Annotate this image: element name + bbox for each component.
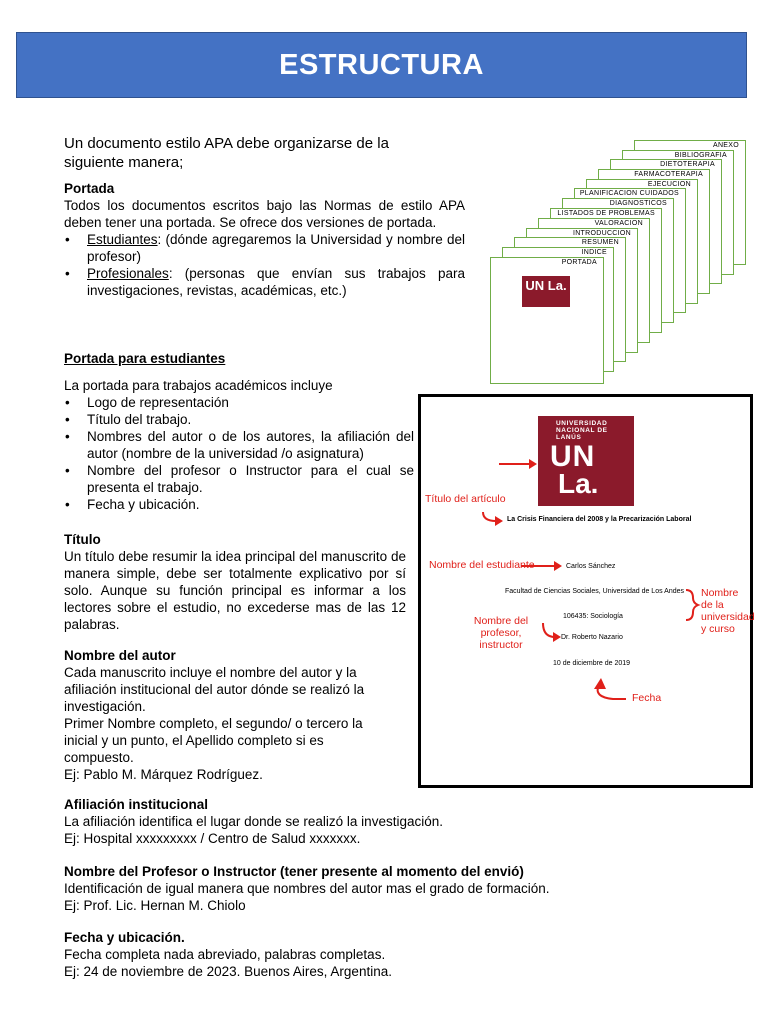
estudiantes-section: [64, 350, 414, 513]
estudiantes-lead: La portada para trabajos académicos incluye: [64, 378, 333, 393]
logo-un: UN: [550, 440, 596, 473]
sheet-label: DIETOTERAPIA: [660, 161, 715, 168]
university-logo-small: UN La.: [522, 276, 570, 307]
arrow-head: [495, 516, 503, 526]
titulo-section: [64, 531, 406, 633]
profesor-heading: Nombre del Profesor o Instructor (tener presente al momento del envió): [64, 864, 524, 879]
logo-caption: UNIVERSIDAD NACIONAL DE LANÚS: [556, 420, 608, 441]
intro-text: Un documento estilo APA debe organizarse de la siguiente manera;: [64, 135, 389, 171]
sheet-label: INDICE: [581, 249, 607, 256]
portada-list: [64, 231, 465, 299]
page-title-banner: [16, 32, 747, 98]
sheet-label: PORTADA: [561, 259, 597, 266]
list-item: • Fecha y ubicación.: [64, 496, 414, 513]
sheet-label: DIAGNOSTICOS: [609, 200, 667, 207]
annotation-estudiante: Nombre del estudiante: [429, 559, 535, 571]
portada-text: Todos los documentos escritos bajo las Normas de estilo APA deben tener una portada. Se ofrece dos versiones de portada.: [64, 198, 465, 230]
profesor-line: Identificación de igual manera que nombres del autor mas el grado de formación.: [64, 881, 550, 896]
estudiantes-list: [64, 394, 414, 513]
cover-student: Carlos Sánchez: [566, 563, 616, 570]
sheet-label: LISTADOS DE PROBLEMAS: [557, 210, 655, 217]
annotation-titulo: Título del artículo: [425, 493, 506, 505]
fecha-line: Fecha completa nada abreviado, palabras completas.: [64, 947, 386, 962]
titulo-heading: Título: [64, 532, 101, 547]
titulo-text: Un título debe resumir la idea principal del manuscrito de manera simple, debe ser totalmente explicativo por sí solo. Aunque su función principal es informar a los lectores sobre el estudio, no excederse mas de las 12 palabras.: [64, 549, 406, 632]
arrow-head: [554, 561, 562, 571]
portada-desc: : (personas que envían sus trabajos para investigaciones, revistas, académicas, etc.): [87, 266, 465, 298]
sheet-label: EJECUCION: [647, 181, 691, 188]
sheet-label: ANEXO: [712, 142, 739, 149]
logo-la: La.: [558, 468, 599, 499]
sheet-label: FARMACOTERAPIA: [634, 171, 703, 178]
annotation-universidad: Nombre de la universidad y curso: [701, 587, 755, 635]
autor-line: Ej: Pablo M. Márquez Rodríguez.: [64, 767, 263, 782]
arrow-titulo: [483, 512, 496, 521]
autor-line: Cada manuscrito incluye el nombre del autor y la afiliación institucional del autor dónde se realizó la investigación.: [64, 665, 365, 714]
portada-heading: Portada: [64, 181, 115, 196]
cover-faculty: Facultad de Ciencias Sociales, Universidad de Los Andes: [505, 588, 684, 595]
list-item: • Nombre del profesor o Instructor para el cual se presenta el trabajo.: [64, 462, 414, 496]
list-item: [64, 265, 465, 299]
afiliacion-line: Ej: Hospital xxxxxxxxx / Centro de Salud xxxxxxx.: [64, 831, 361, 846]
profesor-line: Ej: Prof. Lic. Hernan M. Chiolo: [64, 898, 246, 913]
profesor-section: [64, 863, 724, 914]
afiliacion-heading: Afiliación institucional: [64, 797, 209, 812]
arrow-head: [553, 632, 561, 642]
fecha-line: Ej: 24 de noviembre de 2023. Buenos Aires, Argentina.: [64, 964, 392, 979]
portada-desc: : (dónde agregaremos la Universidad y nombre del profesor): [87, 232, 465, 264]
afiliacion-section: [64, 796, 724, 847]
sheet-label: PLANIFICACION CUIDADOS: [579, 190, 679, 197]
fecha-heading: Fecha y ubicación.: [64, 930, 185, 945]
list-item: [64, 231, 465, 265]
sheet-label: BIBLIOGRAFIA: [674, 152, 727, 159]
afiliacion-line: La afiliación identifica el lugar donde se realizó la investigación.: [64, 814, 443, 829]
annotation-profesor: Nombre del profesor, instructor: [473, 615, 529, 651]
fecha-section: [64, 929, 724, 980]
list-item: • Título del trabajo.: [64, 411, 414, 428]
sheet-label: INTRODUCCION: [572, 230, 631, 237]
estudiantes-heading: Portada para estudiantes: [64, 351, 226, 366]
portada-term: Estudiantes: [87, 232, 158, 247]
cover-date: 10 de diciembre de 2019: [553, 660, 631, 667]
document-structure-illustration: [490, 138, 758, 388]
autor-section: [64, 647, 394, 783]
bracket-universidad: [686, 590, 698, 620]
page-title: ESTRUCTURA: [279, 48, 484, 81]
arrow-head: [529, 459, 537, 469]
annotation-fecha: Fecha: [632, 692, 662, 704]
portada-section: [64, 180, 465, 299]
cover-example-figure: [418, 394, 753, 788]
arrow-head: [594, 678, 606, 689]
portada-term: Profesionales: [87, 266, 169, 281]
cover-course: 106435: Sociología: [563, 613, 623, 620]
list-item: • Logo de representación: [64, 394, 414, 411]
cover-title: La Crisis Financiera del 2008 y la Precarización Laboral: [507, 516, 692, 523]
list-item: • Nombres del autor o de los autores, la afiliación del autor (nombre de la universidad /o asignatura): [64, 428, 414, 462]
sheet-label: VALORACION: [594, 220, 643, 227]
sheet-label: RESUMEN: [581, 239, 619, 246]
autor-heading: Nombre del autor: [64, 648, 176, 663]
cover-professor: Dr. Roberto Nazario: [561, 634, 623, 641]
autor-line: Primer Nombre completo, el segundo/ o tercero la inicial y un punto, el Apellido completo si es compuesto.: [64, 716, 363, 765]
